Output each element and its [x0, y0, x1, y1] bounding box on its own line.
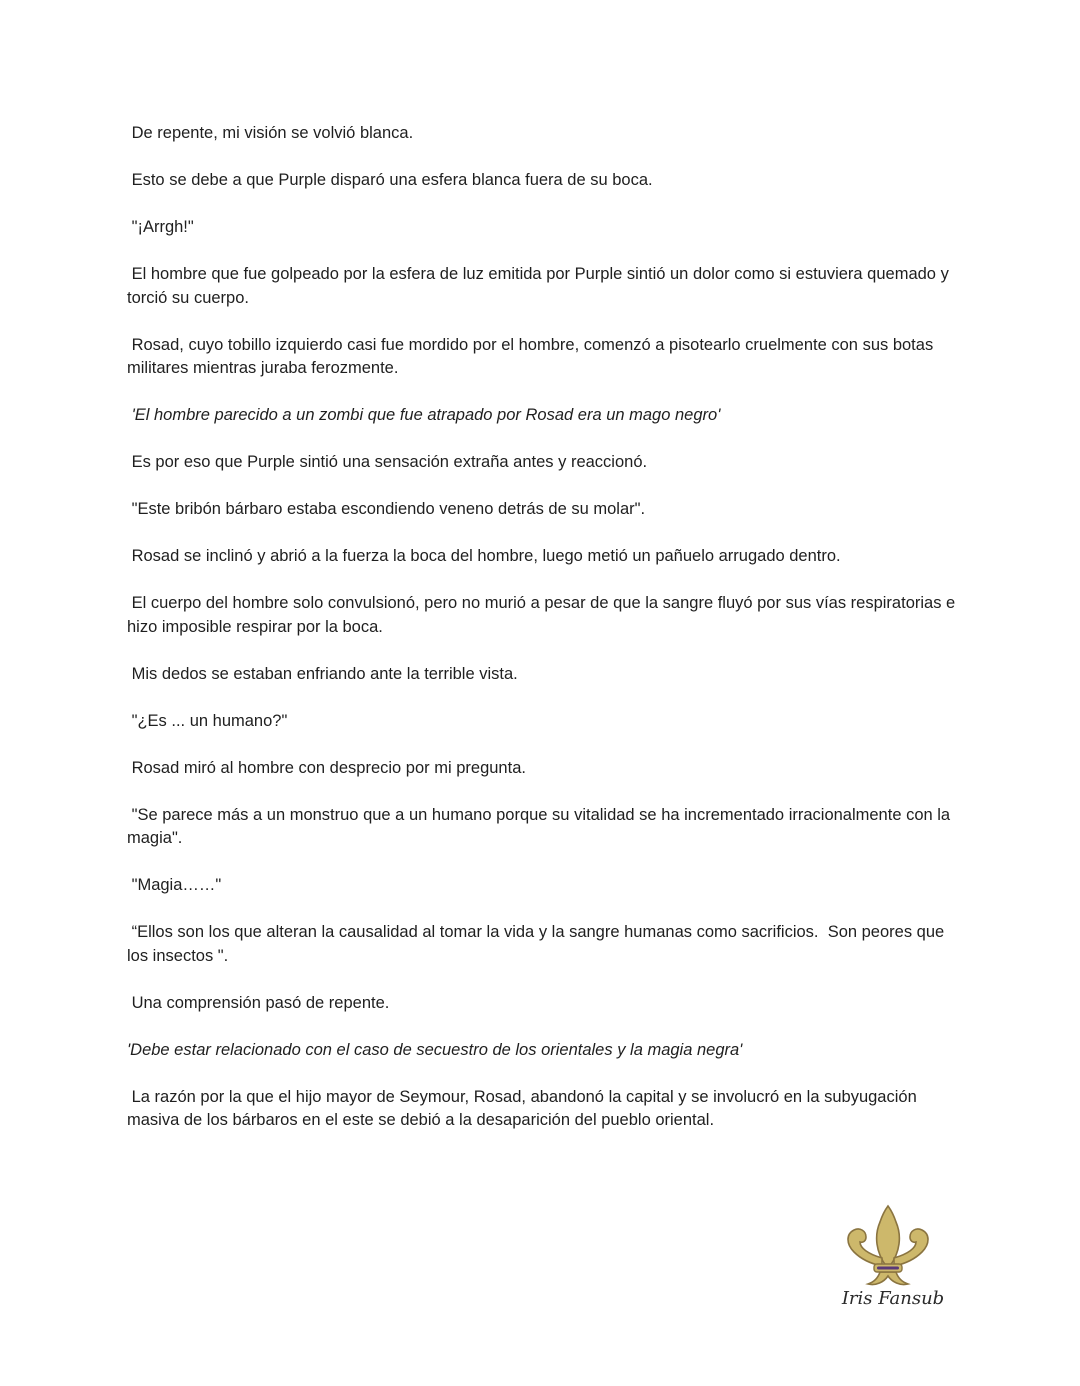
paragraph: Rosad se inclinó y abrió a la fuerza la boca del hombre, luego metió un pañuelo arrugado dentro. [127, 547, 841, 565]
paragraph-italic-thought: 'Debe estar relacionado con el caso de secuestro de los orientales y la magia negra' [127, 1040, 743, 1059]
paragraph: El cuerpo del hombre solo convulsionó, pero no murió a pesar de que la sangre fluyó por sus vías respiratorias e hizo imposible respirar por la boca. [127, 594, 960, 636]
paragraph: “Ellos son los que alteran la causalidad al tomar la vida y la sangre humanas como sacrificios. Son peores que los insectos ". [127, 923, 949, 965]
paragraph: "¡Arrgh!" [127, 218, 194, 236]
paragraph: "Este bribón bárbaro estaba escondiendo veneno detrás de su molar". [127, 500, 646, 518]
fleur-de-lis-icon [838, 1200, 948, 1290]
iris-fansub-logo [838, 1200, 948, 1320]
document-body [127, 122, 960, 1156]
paragraph: "Magia……" [127, 876, 222, 894]
paragraph-italic-thought: 'El hombre parecido a un zombi que fue atrapado por Rosad era un mago negro' [127, 406, 721, 424]
paragraph: El hombre que fue golpeado por la esfera de luz emitida por Purple sintió un dolor como si estuviera quemado y torció su cuerpo. [127, 265, 954, 307]
paragraph: Es por eso que Purple sintió una sensación extraña antes y reaccionó. [127, 453, 648, 471]
paragraph: La razón por la que el hijo mayor de Seymour, Rosad, abandonó la capital y se involucró en la subyugación masiva de los bárbaros en el este se debió a la desaparición del pueblo oriental. [127, 1087, 922, 1129]
paragraph: "¿Es ... un humano?" [127, 711, 288, 730]
paragraph: De repente, mi visión se volvió blanca. [127, 124, 414, 142]
paragraph: Rosad, cuyo tobillo izquierdo casi fue mordido por el hombre, comenzó a pisotearlo cruelmente con sus botas militares mientras juraba ferozmente. [127, 335, 938, 377]
paragraph: Rosad miró al hombre con desprecio por mi pregunta. [127, 758, 526, 777]
paragraph: Esto se debe a que Purple disparó una esfera blanca fuera de su boca. [127, 171, 653, 189]
paragraph: Mis dedos se estaban enfriando ante la terrible vista. [127, 664, 518, 683]
logo-text: Iris Fansub [841, 1288, 945, 1309]
paragraph: "Se parece más a un monstruo que a un humano porque su vitalidad se ha incrementado irracionalmente con la magia". [127, 805, 955, 847]
paragraph: Una comprensión pasó de repente. [127, 993, 390, 1012]
